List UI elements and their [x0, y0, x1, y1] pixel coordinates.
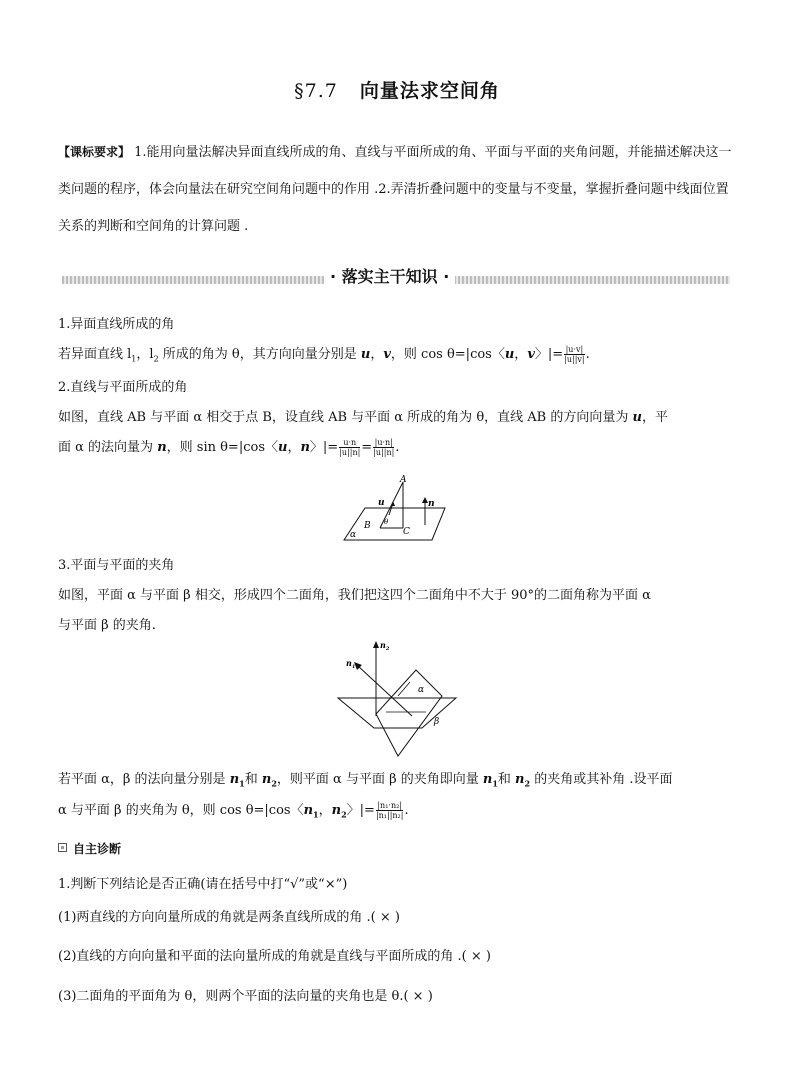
label-n2: $n_2$ [380, 640, 390, 652]
section3-after-line2: α 与平面 β 的夹角为 θ，则 cos θ=|cos〈$n_1$，$n_2$〉|= $\frac{\text{|n₁·n₂|}}{\text{|n₁||n₂|}}$ . [58, 801, 409, 820]
fraction-uv: $\frac{|u\cdot v|}{|u||v|}$ [564, 345, 585, 364]
section1-heading: 1.异面直线所成的角 [58, 317, 175, 332]
title-text: 向量法求空间角 [359, 80, 500, 102]
label-alpha: α [350, 530, 357, 540]
square-bullet-icon [58, 843, 67, 852]
self-test-heading: 自主诊断 [58, 840, 121, 857]
section3-line1: 如图，平面 α 与平面 β 相交，形成四个二面角，我们把这四个二面角中不大于 90°的二面角称为平面 α [58, 588, 651, 603]
label-A: A [400, 475, 407, 485]
section1-formula: 若异面直线 $l_1$，$l_2$ 所成的角为 θ，其方向向量分别是 u，v，则 cos θ=|cos〈u，v〉|= $\frac{|u\cdot v|}{|u||v|}$ . [58, 345, 590, 364]
section-banner [62, 267, 730, 290]
section3-heading: 3.平面与平面的夹角 [58, 558, 175, 573]
line-plane-angle-figure [340, 470, 460, 545]
section-number: §7.7 [294, 80, 338, 102]
label-n1: $n_1$ [346, 658, 356, 670]
requirements-text: 1.能用向量法解决异面直线所成的角、直线与平面所成的角、平面与平面的夹角问题，并能描述解决这一类问题的程序，体会向量法在研究空间角问题中的作用 .2.弄清折叠问题中的变量与不变量，掌握折叠问题中线面位置关系的判断和空间角的计算问题 . [58, 145, 732, 234]
fraction-un-1: $\frac{u\cdot n}{|u||n|}$ [339, 438, 361, 457]
label-n: n [428, 499, 435, 509]
self-test-item-1: (1)两直线的方向向量所成的角就是两条直线所成的角 .( × ) [58, 910, 400, 925]
fraction-un-2: $\frac{|u\cdot n|}{|u||n|}$ [373, 438, 395, 457]
label-C: C [403, 527, 410, 537]
label-theta: θ [384, 518, 389, 526]
label-beta-plane: β [434, 717, 440, 727]
label-alpha-plane: α [418, 685, 425, 695]
section2-line2: 面 α 的法向量为 n，则 sin θ=|cos〈u，n〉|= $\frac{u\cdot n}{|u||n|}$ = $\frac{|u\cdot n|}{|u||n|}$ . [58, 438, 400, 457]
section2-heading: 2.直线与平面所成的角 [58, 380, 188, 395]
self-test-intro: 1.判断下列结论是否正确(请在括号中打“√”或“×”) [58, 877, 348, 892]
fraction-n1n2: $\frac{\text{|n₁·n₂|}}{\text{|n₁||n₂|}}$ [375, 801, 404, 820]
banner-label: · 落实主干知识 · [324, 264, 455, 287]
page-title [0, 76, 794, 103]
section2-line1: 如图，直线 AB 与平面 α 相交于点 B，设直线 AB 与平面 α 所成的角为 θ，直线 AB 的方向向量为 u，平 [58, 410, 668, 425]
requirements-tag: 【课标要求】 [58, 145, 131, 159]
section3-line2: 与平面 β 的夹角. [58, 618, 156, 633]
self-test-item-2: (2)直线的方向向量和平面的法向量所成的角就是直线与平面所成的角 .( × ) [58, 949, 491, 964]
self-test-item-3: (3)二面角的平面角为 θ，则两个平面的法向量的夹角也是 θ.( × ) [58, 989, 433, 1004]
label-u: u [378, 498, 385, 508]
course-requirements [58, 134, 738, 245]
section3-after-line1: 若平面 α，β 的法向量分别是 $n_1$和 $n_2$，则平面 α 与平面 β 的夹角即向量 $n_1$和 $n_2$ 的夹角或其补角 .设平面 [58, 772, 673, 789]
plane-plane-angle-figure [336, 636, 460, 760]
label-B: B [364, 521, 371, 531]
